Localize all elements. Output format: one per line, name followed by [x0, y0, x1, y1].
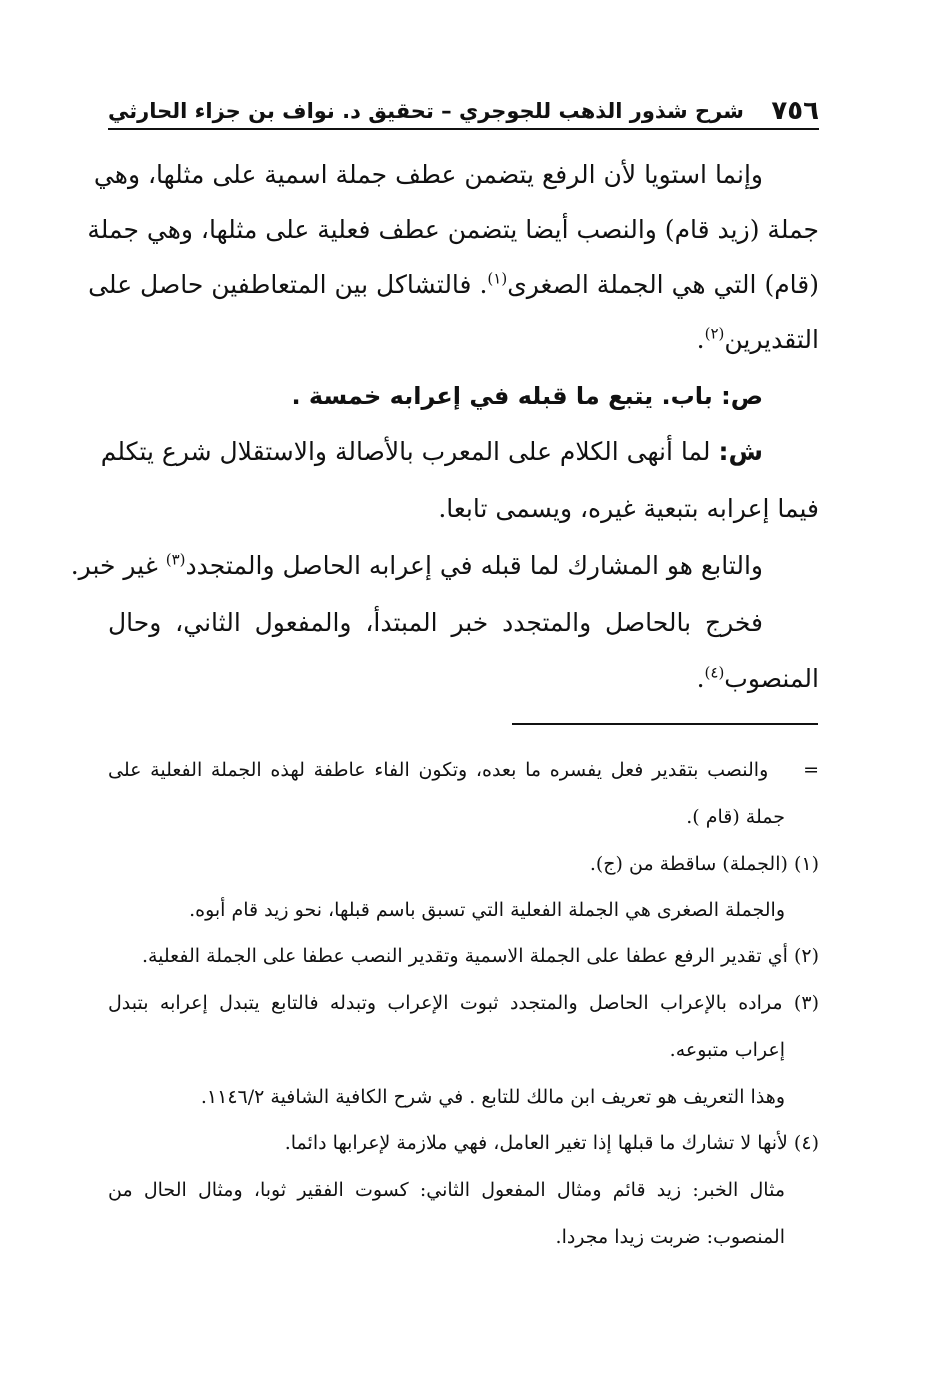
- body-text: التقديرين: [724, 325, 819, 354]
- continuation-mark: =: [803, 759, 819, 781]
- body-line-3: [88, 265, 819, 305]
- footnote-4-line-2: مثال الخبر: زيد قائم ومثال المفعول الثاني: كسوت الفقير ثوبا، ومثال الحال من: [108, 1179, 785, 1201]
- body-text: المنصوب: [724, 664, 819, 693]
- footnote-separator: [512, 723, 818, 725]
- footnote-2: (٢) أي تقدير الرفع عطفا على الجملة الاسمية وتقدير النصب عطفا على الجملة الفعلية.: [141, 945, 819, 967]
- footnote-4: (٤) لأنها لا تشارك ما قبلها إذا تغير العامل، فهي ملازمة لإعرابها دائما.: [284, 1132, 819, 1154]
- running-title: شرح شذور الذهب للجوجري – تحقيق د. نواف بن جزاء الحارثي: [108, 99, 744, 123]
- footnote-3-line-2: إعراب متبوعه.: [669, 1039, 785, 1061]
- footnote-3-line-3: وهذا التعريف هو تعريف ابن مالك للتابع . في شرح الكافية الشافية ١١٤٦/٢.: [200, 1086, 785, 1108]
- page-number: ٧٥٦: [771, 96, 819, 126]
- sharh-line-2: فيما إعرابه بتبعية غيره، ويسمى تابعا.: [438, 494, 819, 523]
- footnote-marker-2[interactable]: (٢): [704, 324, 725, 343]
- body-line-1: [93, 155, 819, 195]
- definition-line: [70, 546, 819, 586]
- body-text: لما أنهى الكلام على المعرب بالأصالة والاستقلال شرع يتكلم: [100, 437, 711, 466]
- footnote-marker-1[interactable]: (١): [487, 269, 508, 288]
- page-header: [108, 94, 819, 128]
- body-text: .: [696, 325, 705, 354]
- matn-heading: ص: باب. يتبع ما قبله في إعرابه خمسة .: [291, 382, 763, 410]
- body-text: . فالتشاكل بين المتعاطفين حاصل على: [88, 270, 488, 299]
- body-text: جملة (زيد قام) والنصب أيضا يتضمن عطف فعلية على مثلها، وهي جملة: [87, 215, 819, 244]
- footnote-1-line-2: والجملة الصغرى هي الجملة الفعلية التي تسبق باسم قبلها، نحو زيد قام أبوه.: [189, 899, 785, 921]
- exclusion-line-1: فخرج بالحاصل والمتجدد خبر المبتدأ، والمفعول الثاني، وحال: [108, 608, 763, 637]
- body-text: (قام) التي هي الجملة الصغرى: [507, 270, 819, 299]
- footnote-4-line-3: المنصوب: ضربت زيدا مجردا.: [555, 1226, 785, 1248]
- body-line-4: [108, 320, 819, 360]
- exclusion-line-2: [108, 659, 819, 699]
- header-rule: [108, 128, 819, 130]
- sharh-label: ش:: [718, 437, 763, 466]
- sharh-line-1: [100, 432, 819, 472]
- footnote-marker-3[interactable]: (٣): [165, 550, 186, 569]
- body-text: .: [696, 664, 705, 693]
- footnote-continuation-line-2: جملة (قام ).: [686, 806, 785, 828]
- footnote-3: (٣) مراده بالإعراب الحاصل والمتجدد ثبوت الإعراب وتبدله فالتابع يتبدل إعرابه بتبدل: [108, 992, 819, 1014]
- footnote-text: والنصب بتقدير فعل يفسره ما بعده، وتكون الفاء عاطفة لهذه الجملة الفعلية على: [108, 759, 769, 781]
- body-text: والتابع هو المشارك لما قبله في إعرابه الحاصل والمتجدد: [185, 551, 763, 580]
- body-text: غير خبر.: [70, 551, 166, 580]
- footnote-continuation-line-1: [108, 752, 819, 788]
- body-line-2: [87, 210, 819, 250]
- footnote-1: (١) (الجملة) ساقطة من (ج).: [589, 853, 819, 875]
- body-text: وإنما استويا لأن الرفع يتضمن عطف جملة اسمية على مثلها، وهي: [93, 160, 763, 189]
- footnote-marker-4[interactable]: (٤): [704, 663, 725, 682]
